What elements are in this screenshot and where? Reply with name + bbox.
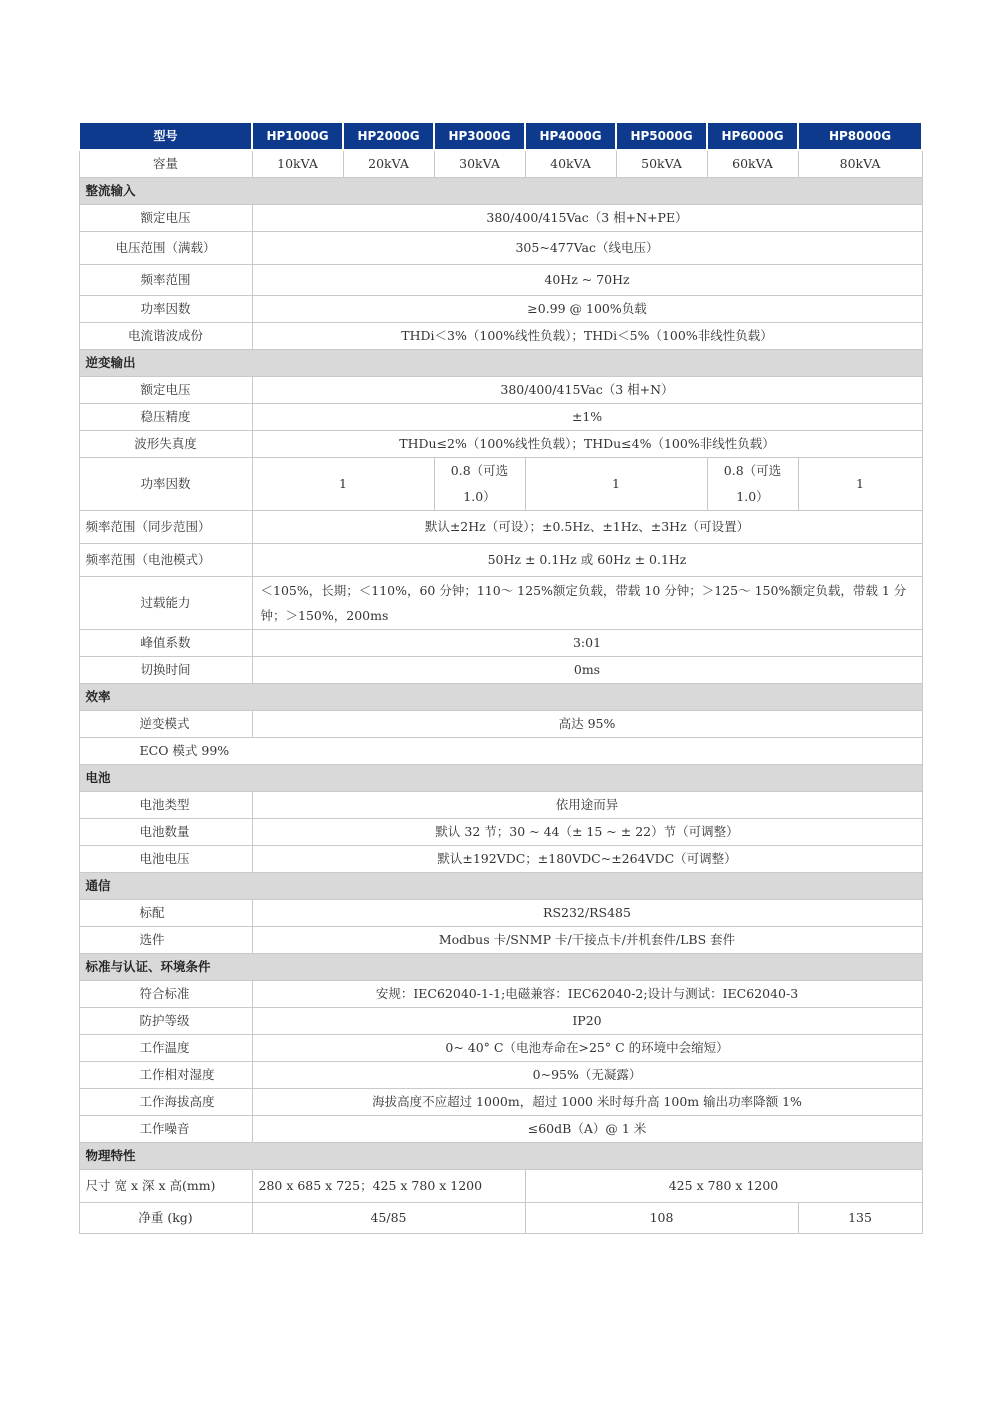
spec-row (79, 900, 922, 927)
spec-label: 电压范围（满载） (79, 232, 252, 265)
spec-value: 安规：IEC62040-1-1;电磁兼容：IEC62040-2;设计与测试：IEC62040-3 (252, 981, 922, 1008)
spec-label: 电流谐波成份 (79, 323, 252, 350)
spec-label: 符合标准 (79, 981, 252, 1008)
spec-value: ≥0.99 @ 100%负载 (252, 296, 922, 323)
spec-label: 功率因数 (79, 296, 252, 323)
spec-label: 功率因数 (79, 458, 252, 511)
spec-label: 尺寸 宽 x 深 x 高(mm) (79, 1170, 252, 1203)
section-title: 逆变输出 (79, 350, 922, 377)
spec-label: 逆变模式 (79, 711, 252, 738)
spec-value: 默认±192VDC；±180VDC~±264VDC（可调整） (252, 846, 922, 873)
capacity-row (79, 150, 922, 178)
header-row (79, 122, 922, 150)
spec-value: 0.8（可选 1.0） (707, 458, 798, 511)
spec-value: 依用途而异 (252, 792, 922, 819)
spec-value: 50Hz ± 0.1Hz 或 60Hz ± 0.1Hz (252, 544, 922, 577)
spec-value: IP20 (252, 1008, 922, 1035)
spec-value: 380/400/415Vac（3 相+N） (252, 377, 922, 404)
model-hp2000g: HP2000G (343, 122, 434, 150)
section-title: 通信 (79, 873, 922, 900)
capacity-value: 50kVA (616, 150, 707, 178)
spec-row (79, 657, 922, 684)
model-hp8000g: HP8000G (798, 122, 922, 150)
spec-value: 默认±2Hz（可设）；±0.5Hz、±1Hz、±3Hz（可设置） (252, 511, 922, 544)
spec-value: 0~ 40° C（电池寿命在>25° C 的环境中会缩短） (252, 1035, 922, 1062)
spec-row (79, 792, 922, 819)
spec-row (79, 1170, 922, 1203)
spec-row (79, 927, 922, 954)
spec-value: ±1% (252, 404, 922, 431)
spec-row (79, 1035, 922, 1062)
spec-value: 305~477Vac（线电压） (252, 232, 922, 265)
spec-value: 135 (798, 1203, 922, 1234)
spec-row (79, 1089, 922, 1116)
section-efficiency (79, 684, 922, 711)
spec-table (78, 121, 923, 1234)
spec-row (79, 846, 922, 873)
spec-row (79, 296, 922, 323)
section-comm (79, 873, 922, 900)
spec-row (79, 458, 922, 511)
model-hp6000g: HP6000G (707, 122, 798, 150)
spec-label: 额定电压 (79, 205, 252, 232)
spec-label: 波形失真度 (79, 431, 252, 458)
spec-value: ＜105%，长期；＜110%，60 分钟；110～ 125%额定负载，带载 10 分钟；＞125～ 150%额定负载，带载 1 分钟；＞150%，200ms (252, 577, 922, 630)
spec-row (79, 205, 922, 232)
spec-label: 过载能力 (79, 577, 252, 630)
spec-value: 3:01 (252, 630, 922, 657)
section-title: 电池 (79, 765, 922, 792)
spec-row (79, 630, 922, 657)
section-title: 整流输入 (79, 178, 922, 205)
section-inverter (79, 350, 922, 377)
spec-value: 0ms (252, 657, 922, 684)
spec-value: 1 (525, 458, 707, 511)
section-battery (79, 765, 922, 792)
spec-label: 切换时间 (79, 657, 252, 684)
spec-value: 1 (798, 458, 922, 511)
spec-label: 稳压精度 (79, 404, 252, 431)
spec-row (79, 377, 922, 404)
spec-value: 高达 95% (252, 711, 922, 738)
spec-label: 防护等级 (79, 1008, 252, 1035)
spec-value: 海拔高度不应超过 1000m，超过 1000 米时每升高 100m 输出功率降额 1% (252, 1089, 922, 1116)
section-rectifier (79, 178, 922, 205)
spec-label: 电池数量 (79, 819, 252, 846)
spec-label: 频率范围 (79, 265, 252, 296)
spec-value: 280 x 685 x 725；425 x 780 x 1200 (252, 1170, 525, 1203)
spec-value: 0.8（可选 1.0） (434, 458, 525, 511)
spec-row (79, 265, 922, 296)
spec-value: 108 (525, 1203, 798, 1234)
capacity-value: 10kVA (252, 150, 343, 178)
spec-value: THDi＜3%（100%线性负载）；THDi＜5%（100%非线性负载） (252, 323, 922, 350)
spec-label: ECO 模式 99% (79, 738, 922, 765)
spec-label: 工作海拔高度 (79, 1089, 252, 1116)
spec-row (79, 232, 922, 265)
spec-row (79, 1008, 922, 1035)
spec-value: Modbus 卡/SNMP 卡/干接点卡/并机套件/LBS 套件 (252, 927, 922, 954)
spec-label: 工作相对湿度 (79, 1062, 252, 1089)
spec-label: 选件 (79, 927, 252, 954)
spec-label: 工作噪音 (79, 1116, 252, 1143)
spec-row (79, 404, 922, 431)
section-physical (79, 1143, 922, 1170)
spec-row (79, 981, 922, 1008)
model-hp3000g: HP3000G (434, 122, 525, 150)
section-standards (79, 954, 922, 981)
section-title: 标准与认证、环境条件 (79, 954, 922, 981)
spec-label: 额定电压 (79, 377, 252, 404)
spec-value: 0~95%（无凝露） (252, 1062, 922, 1089)
capacity-label: 容量 (79, 150, 252, 178)
spec-row (79, 819, 922, 846)
model-hp5000g: HP5000G (616, 122, 707, 150)
capacity-value: 20kVA (343, 150, 434, 178)
spec-row (79, 1062, 922, 1089)
spec-label: 频率范围（同步范围） (79, 511, 252, 544)
model-hp1000g: HP1000G (252, 122, 343, 150)
spec-label: 电池类型 (79, 792, 252, 819)
spec-value: 45/85 (252, 1203, 525, 1234)
spec-value: 380/400/415Vac（3 相+N+PE） (252, 205, 922, 232)
spec-value: 默认 32 节；30 ~ 44（± 15 ~ ± 22）节（可调整） (252, 819, 922, 846)
spec-label: 峰值系数 (79, 630, 252, 657)
spec-label: 电池电压 (79, 846, 252, 873)
spec-row (79, 544, 922, 577)
spec-row (79, 1116, 922, 1143)
spec-value: 40Hz ~ 70Hz (252, 265, 922, 296)
spec-label: 标配 (79, 900, 252, 927)
spec-value: 425 x 780 x 1200 (525, 1170, 922, 1203)
spec-row (79, 511, 922, 544)
spec-row (79, 323, 922, 350)
spec-value: ≤60dB（A）@ 1 米 (252, 1116, 922, 1143)
model-hp4000g: HP4000G (525, 122, 616, 150)
capacity-value: 40kVA (525, 150, 616, 178)
spec-row (79, 711, 922, 738)
capacity-value: 60kVA (707, 150, 798, 178)
spec-row (79, 577, 922, 630)
spec-row (79, 1203, 922, 1234)
spec-value: RS232/RS485 (252, 900, 922, 927)
capacity-value: 30kVA (434, 150, 525, 178)
spec-value: 1 (252, 458, 434, 511)
spec-label: 工作温度 (79, 1035, 252, 1062)
section-title: 效率 (79, 684, 922, 711)
spec-row (79, 431, 922, 458)
section-title: 物理特性 (79, 1143, 922, 1170)
spec-label: 净重 (kg) (79, 1203, 252, 1234)
spec-row (79, 738, 922, 765)
spec-value: THDu≤2%（100%线性负载）；THDu≤4%（100%非线性负载） (252, 431, 922, 458)
model-label: 型号 (79, 122, 252, 150)
spec-label: 频率范围（电池模式） (79, 544, 252, 577)
capacity-value: 80kVA (798, 150, 922, 178)
